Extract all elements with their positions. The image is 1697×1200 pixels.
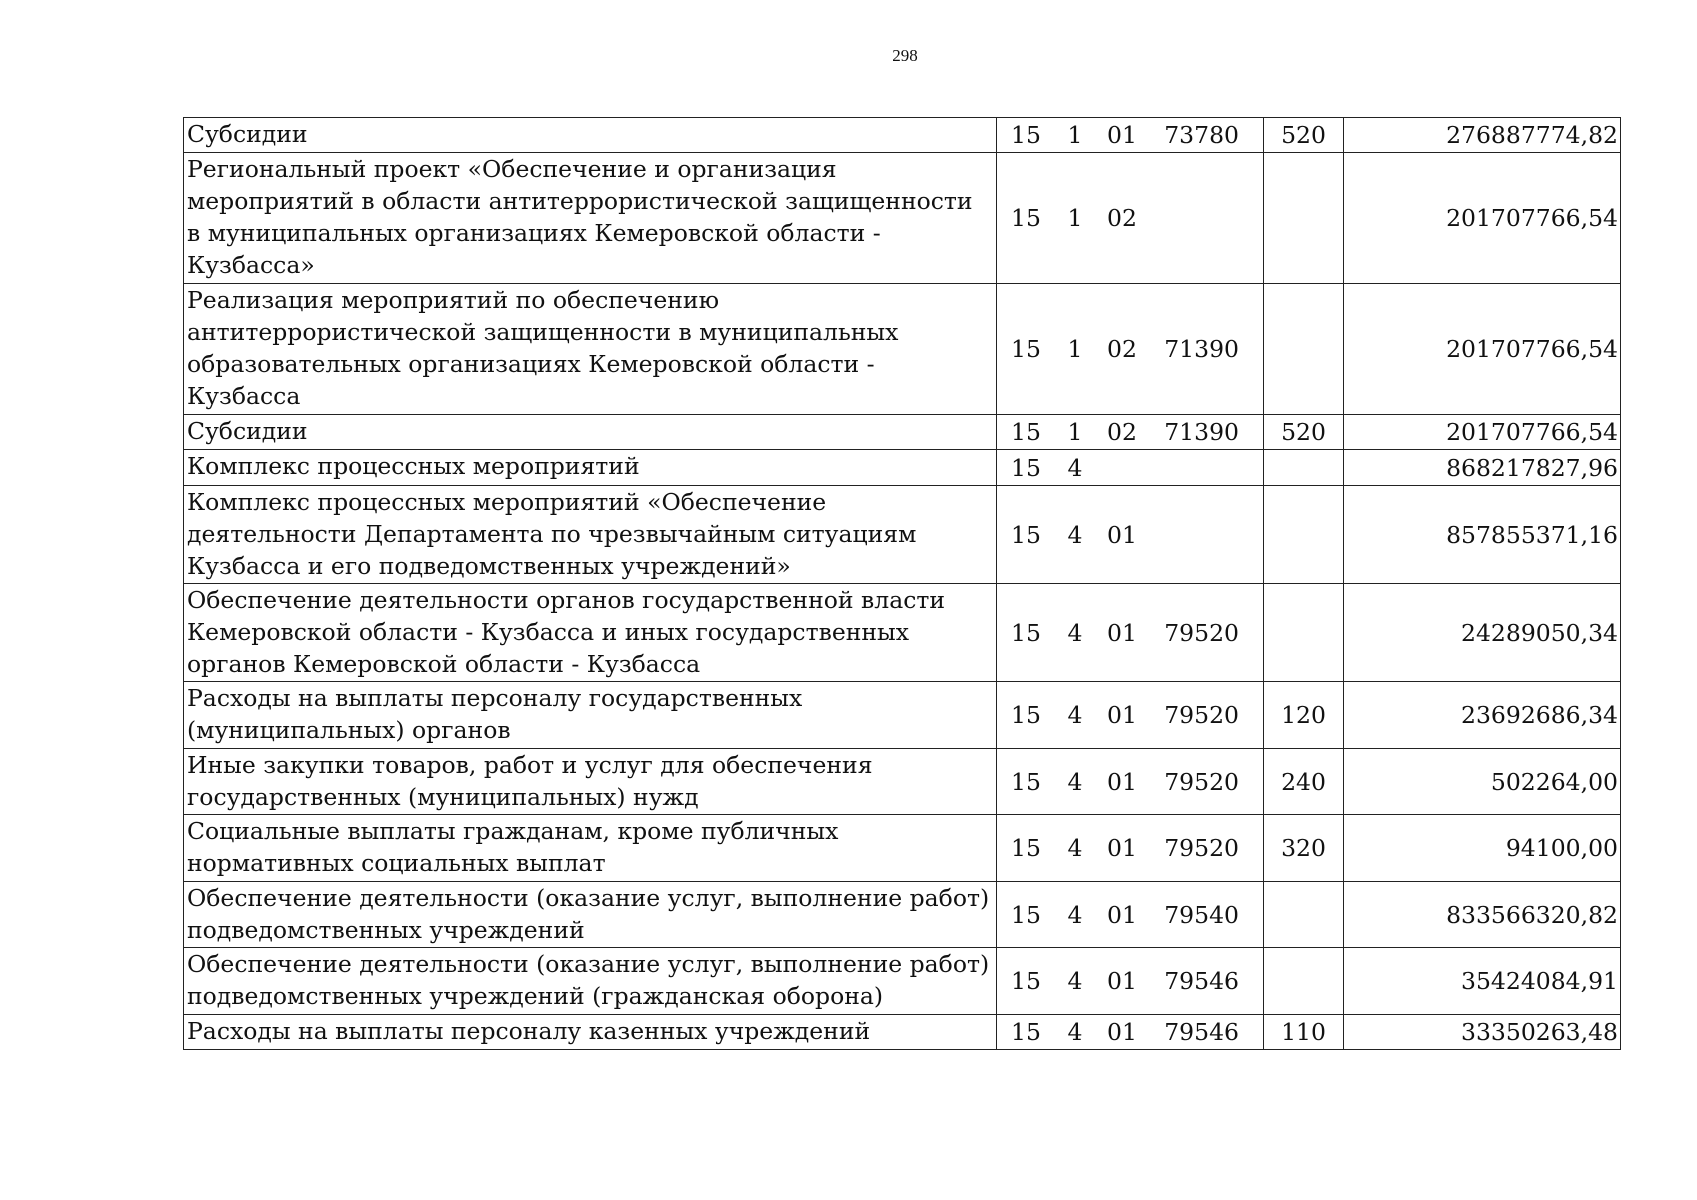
code-direction: 79540 — [1164, 900, 1239, 929]
table-row — [184, 486, 1621, 584]
code-subprogram: 01 — [1107, 900, 1137, 929]
code-program: 1 — [1067, 335, 1083, 363]
table-row — [184, 450, 1621, 486]
row-amount: 94100,00 — [1344, 815, 1621, 882]
row-codes — [997, 682, 1264, 749]
code-section: 15 — [1011, 1018, 1041, 1046]
code-direction: 79520 — [1164, 767, 1239, 796]
table-row — [184, 153, 1621, 284]
code-section: 15 — [1011, 767, 1041, 796]
row-codes — [997, 284, 1264, 415]
code-program: 1 — [1067, 121, 1083, 149]
table-row — [184, 948, 1621, 1015]
row-expense-type — [1264, 882, 1344, 948]
code-subprogram: 01 — [1107, 121, 1137, 149]
row-expense-type — [1264, 450, 1344, 486]
code-section: 15 — [1011, 204, 1041, 232]
code-subprogram: 01 — [1107, 967, 1137, 995]
code-direction: 73780 — [1164, 121, 1239, 149]
row-name: Обеспечение деятельности (оказание услуг, выполнение работ) подведомственных учреждений — [184, 882, 997, 948]
code-direction: 79520 — [1164, 834, 1239, 862]
code-direction: 79546 — [1164, 1018, 1239, 1046]
code-direction: 79520 — [1164, 701, 1239, 729]
table-row — [184, 882, 1621, 948]
code-section: 15 — [1011, 618, 1041, 647]
row-name: Комплекс процессных мероприятий «Обеспечение деятельности Департамента по чрезвычайным ситуациям Кузбасса и его подведомственных учреждений» — [184, 486, 997, 584]
code-direction: 79546 — [1164, 967, 1239, 995]
row-codes — [997, 948, 1264, 1015]
code-program: 4 — [1067, 701, 1083, 729]
code-program: 4 — [1067, 1018, 1083, 1046]
code-program: 1 — [1067, 418, 1083, 446]
row-expense-type — [1264, 153, 1344, 284]
row-name: Расходы на выплаты персоналу государственных (муниципальных) органов — [184, 682, 997, 749]
code-section: 15 — [1011, 967, 1041, 995]
row-name: Обеспечение деятельности (оказание услуг, выполнение работ) подведомственных учреждений (гражданская оборона) — [184, 948, 997, 1015]
row-codes — [997, 584, 1264, 682]
row-amount: 276887774,82 — [1344, 118, 1621, 153]
row-amount: 857855371,16 — [1344, 486, 1621, 584]
row-expense-type: 120 — [1264, 682, 1344, 749]
row-name: Обеспечение деятельности органов государственной власти Кемеровской области - Кузбасса и иных государственных органов Кемеровской области - Кузбасса — [184, 584, 997, 682]
code-program: 4 — [1067, 453, 1083, 482]
row-expense-type: 320 — [1264, 815, 1344, 882]
table-row — [184, 682, 1621, 749]
table-body — [184, 118, 1621, 1050]
row-name: Комплекс процессных мероприятий — [184, 450, 997, 486]
code-program: 4 — [1067, 967, 1083, 995]
code-program: 1 — [1067, 204, 1083, 232]
code-section: 15 — [1011, 453, 1041, 482]
row-expense-type — [1264, 584, 1344, 682]
row-amount: 833566320,82 — [1344, 882, 1621, 948]
row-name: Субсидии — [184, 118, 997, 153]
row-codes — [997, 415, 1264, 450]
row-expense-type — [1264, 948, 1344, 1015]
code-section: 15 — [1011, 701, 1041, 729]
code-section: 15 — [1011, 520, 1041, 549]
row-codes — [997, 153, 1264, 284]
row-expense-type: 110 — [1264, 1015, 1344, 1050]
code-subprogram: 02 — [1107, 335, 1137, 363]
code-program: 4 — [1067, 900, 1083, 929]
code-subprogram: 02 — [1107, 204, 1137, 232]
row-name: Социальные выплаты гражданам, кроме публичных нормативных социальных выплат — [184, 815, 997, 882]
row-codes — [997, 749, 1264, 815]
row-name: Расходы на выплаты персоналу казенных учреждений — [184, 1015, 997, 1050]
row-amount: 201707766,54 — [1344, 153, 1621, 284]
row-name: Иные закупки товаров, работ и услуг для обеспечения государственных (муниципальных) нужд — [184, 749, 997, 815]
code-program: 4 — [1067, 767, 1083, 796]
code-subprogram: 01 — [1107, 701, 1137, 729]
code-subprogram: 01 — [1107, 618, 1137, 647]
code-section: 15 — [1011, 418, 1041, 446]
code-subprogram: 01 — [1107, 1018, 1137, 1046]
row-amount: 201707766,54 — [1344, 284, 1621, 415]
row-name: Реализация мероприятий по обеспечению антитеррористической защищенности в муниципальных образовательных организациях Кемеровской области - Кузбасса — [184, 284, 997, 415]
row-amount: 24289050,34 — [1344, 584, 1621, 682]
row-expense-type: 520 — [1264, 415, 1344, 450]
row-amount: 201707766,54 — [1344, 415, 1621, 450]
table-row — [184, 1015, 1621, 1050]
code-subprogram: 01 — [1107, 834, 1137, 862]
row-codes — [997, 450, 1264, 486]
page-number: 298 — [892, 46, 918, 65]
row-codes — [997, 118, 1264, 153]
row-codes — [997, 486, 1264, 584]
code-subprogram: 01 — [1107, 767, 1137, 796]
table-row — [184, 749, 1621, 815]
code-section: 15 — [1011, 121, 1041, 149]
row-expense-type — [1264, 284, 1344, 415]
code-direction: 71390 — [1164, 418, 1239, 446]
row-expense-type — [1264, 486, 1344, 584]
row-amount: 35424084,91 — [1344, 948, 1621, 1015]
row-amount: 868217827,96 — [1344, 450, 1621, 486]
code-subprogram: 02 — [1107, 418, 1137, 446]
code-section: 15 — [1011, 335, 1041, 363]
code-program: 4 — [1067, 834, 1083, 862]
code-direction: 79520 — [1164, 618, 1239, 647]
row-codes — [997, 1015, 1264, 1050]
code-section: 15 — [1011, 834, 1041, 862]
code-direction: 71390 — [1164, 335, 1239, 363]
table-row — [184, 584, 1621, 682]
row-codes — [997, 815, 1264, 882]
row-expense-type: 240 — [1264, 749, 1344, 815]
code-program: 4 — [1067, 520, 1083, 549]
table-row — [184, 815, 1621, 882]
row-amount: 502264,00 — [1344, 749, 1621, 815]
row-amount: 23692686,34 — [1344, 682, 1621, 749]
row-name: Субсидии — [184, 415, 997, 450]
table-row — [184, 118, 1621, 153]
code-subprogram: 01 — [1107, 520, 1137, 549]
row-expense-type: 520 — [1264, 118, 1344, 153]
code-program: 4 — [1067, 618, 1083, 647]
code-section: 15 — [1011, 900, 1041, 929]
budget-table — [183, 117, 1621, 1050]
row-name: Региональный проект «Обеспечение и организация мероприятий в области антитеррористической защищенности в муниципальных организациях Кемеровской области - Кузбасса» — [184, 153, 997, 284]
row-codes — [997, 882, 1264, 948]
row-amount: 33350263,48 — [1344, 1015, 1621, 1050]
table-row — [184, 415, 1621, 450]
table-row — [184, 284, 1621, 415]
